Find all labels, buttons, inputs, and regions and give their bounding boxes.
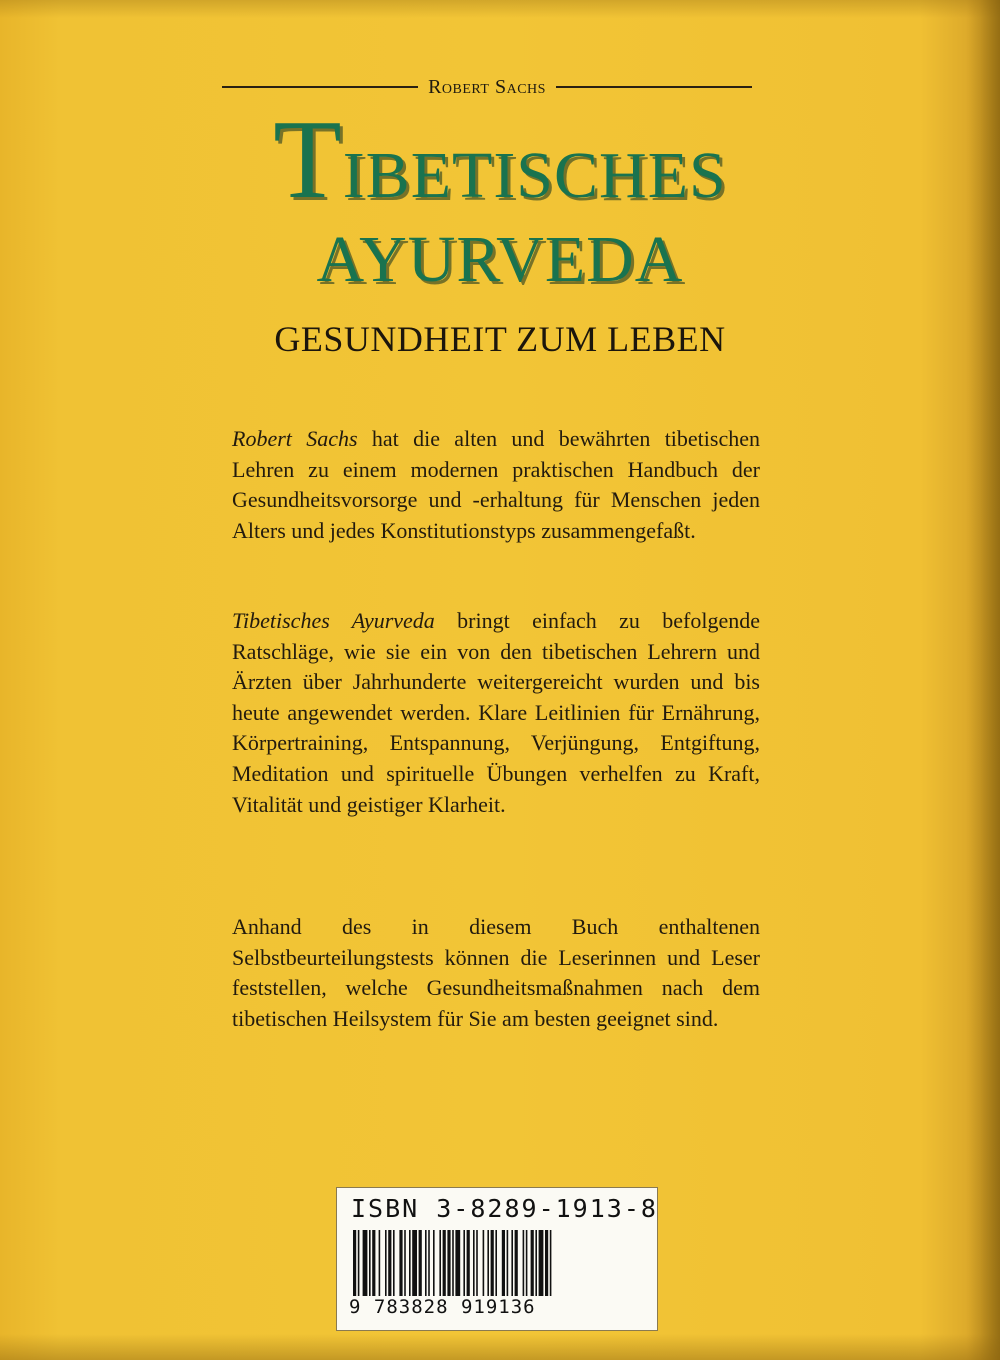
barcode-bar [433,1230,435,1300]
barcode-bar [393,1230,395,1300]
barcode-bar [467,1230,470,1300]
author-name: Robert Sachs [428,75,546,98]
barcode-bar [353,1230,356,1300]
isbn-number: ISBN 3-8289-1913-8 [351,1194,658,1223]
book-subtitle: GESUNDHEIT ZUM LEBEN [274,319,726,359]
barcode-bar [443,1230,446,1300]
barcode-icon [351,1230,643,1300]
barcode-bar [388,1230,391,1300]
barcode-bar [476,1230,478,1300]
barcode-bar [428,1230,430,1300]
blurb-paragraph-2 [232,606,760,820]
barcode-bar [463,1230,465,1300]
barcode-bar [425,1230,427,1300]
barcode-bar [369,1230,371,1300]
barcode-bar [483,1230,485,1300]
barcode-bar [473,1230,475,1300]
title-line-1-rest: IBETISCHES [342,139,727,212]
barcode-bar [495,1230,497,1300]
ean-digits: 9 783828 919136 [349,1296,649,1318]
author-rule-right [556,86,752,88]
blurb-author-name: Robert Sachs [232,426,358,451]
barcode-bar [455,1230,460,1300]
book-title-line-2: AYURVEDA [316,223,684,296]
barcode-bar [385,1230,387,1300]
barcode-bar [404,1230,406,1300]
barcode-bar [372,1230,375,1300]
barcode-bar [452,1230,454,1300]
barcode-bar [539,1230,544,1300]
barcode-bar [419,1230,422,1300]
barcode-bar [379,1230,381,1300]
blurb-paragraph-1-text: hat die alten und bewährten tibetischen Lehren zu einem modernen praktischen Handbuch der Gesundheitsvorsorge und -erhaltung für Menschen jeden Alters und jedes Konstitutionstyps zusammengefaßt. [232,426,761,543]
barcode-bar [412,1230,417,1300]
barcode-bar [439,1230,441,1300]
isbn-barcode-label [336,1187,658,1331]
blurb-paragraph-3: Anhand des in diesem Buch enthaltenen Selbstbeurteilungstests können die Leserinnen und Leser feststellen, welche Gesundheitsmaßnahmen nach dem tibetischen Heilsystem für Sie am besten geeignet sind. [232,914,760,1031]
barcode-bar [399,1230,402,1300]
barcode-bar [358,1230,360,1300]
barcode-bar [502,1230,505,1300]
barcode-bar [409,1230,411,1300]
barcode-bar [531,1230,534,1300]
barcode-bar [363,1230,368,1300]
barcode-bar [550,1230,552,1300]
barcode-bar [545,1230,548,1300]
barcode-bar [447,1230,450,1300]
barcode-bar [515,1230,518,1300]
blurb-paragraph-1 [232,424,760,546]
title-initial: T [273,98,343,222]
barcode-bar [491,1230,494,1300]
barcode-bar [523,1230,525,1300]
barcode-bar [487,1230,489,1300]
blurb-title-mention: Tibetisches Ayurveda [232,608,435,633]
book-title-line-1 [0,98,1000,222]
barcode-bar [526,1230,528,1300]
barcode-bar [535,1230,537,1300]
blurb-paragraph-2-text: bringt einfach zu befolgende Ratschläge, wie sie ein von den tibetischen Lehrern und Ärzten über Jahrhunderte weitergereicht wurden und bis heute angewendet werden. Klare Leitlinien für Ernährung, Körpertraining, Entspannung, Verjüngung, Entgiftung, Meditation und spirituelle Übungen verhelfen zu Kraft, Vitalität und geistiger Klarheit. [232,608,760,817]
barcode-bar [507,1230,509,1300]
barcode-bar [511,1230,513,1300]
author-rule-left [222,86,418,88]
